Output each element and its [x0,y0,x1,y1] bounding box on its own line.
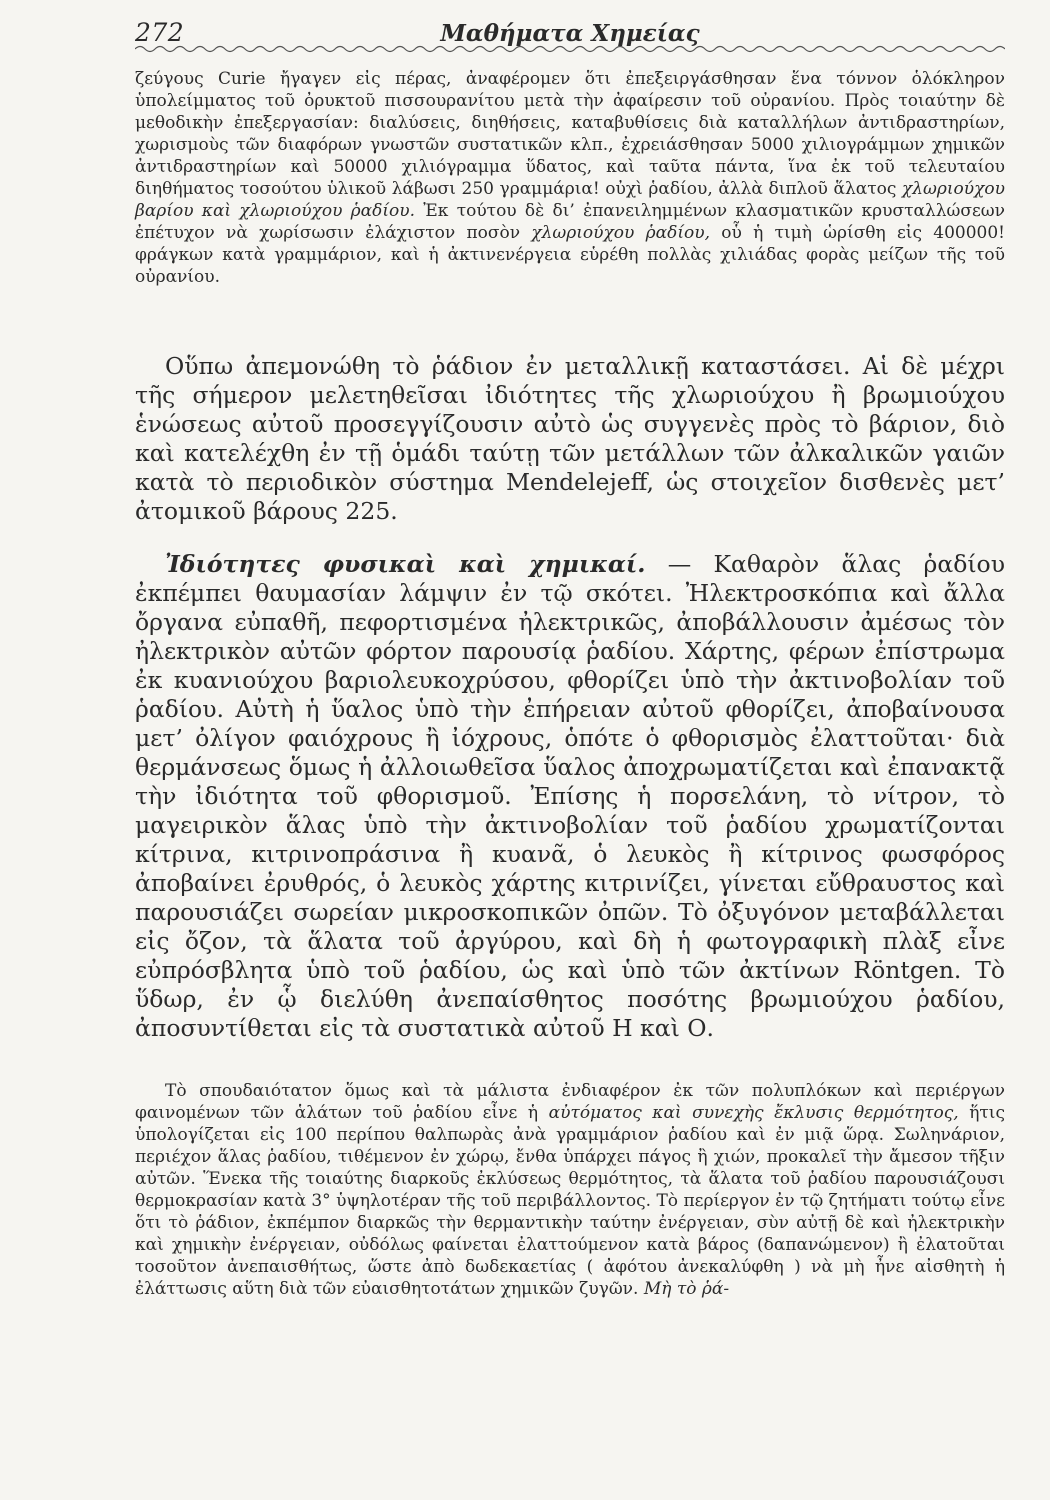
section-heading: Ἰδιότητες φυσικαὶ καὶ χημικαί. [165,550,646,578]
para1-text-a: ζεύγους Curie ἤγαγεν εἰς πέρας, ἀναφέρομεν ὅτι ἐπεξειργάσθησαν ἕνα τόννον ὁλόκληρον ὑπολείμματος τοῦ ὀρυκτοῦ πισσουρανίτου μετὰ τὴν ἀφαίρεσιν τοῦ οὐρανίου. Πρὸς τοιαύτην δὲ μεθοδικὴν ἐπεξεργασίαν: διαλύσεις, διηθήσεις, καταβυθίσεις διὰ καταλλήλων ἀντιδραστηρίων, χωρισμοὺς τῶν διαφόρων γνωστῶν συστατικῶν κλπ., ἐχρειάσθησαν 5000 χιλιογράμμων χημικῶν ἀντιδραστηρίων καὶ 50000 χιλιόγραμμα ὕδατος, καὶ ταῦτα πάντα, ἵνα ἐκ τοῦ τελευταίου διηθήματος τοσούτου ὑλικοῦ λάβωσι 250 γραμμάρια! οὐχὶ ῥαδίου, ἀλλὰ διπλοῦ ἅλατος [135,69,1005,199]
para4-text-a: Τὸ σπουδαιότατον ὅμως καὶ τὰ μάλιστα ἐνδιαφέρον ἐκ τῶν πολυπλόκων καὶ περιέργων φαινομένων τῶν ἁλάτων τοῦ ῥαδίου εἶνε ἡ [135,1081,1005,1123]
para4-text-b: ἥτις ὑπολογίζεται εἰς 100 περίπου θαλπωρὰς ἀνὰ γραμμάριον ῥαδίου καὶ ἐν μιᾷ ὥρᾳ. Σωληνάριον, περιέχον ἅλας ῥαδίου, τιθέμενον ἐν χώρῳ, ἔνθα ὑπάρχει πάγος ἢ χιών, προκαλεῖ τὴν ἄμεσον τῆξιν αὐτῶν. Ἕνεκα τῆς τοιαύτης διαρκοῦς ἐκλύσεως θερμότητος, τὰ ἅλατα τοῦ ῥαδίου παρουσιάζουσι θερμοκρασίαν κατὰ 3° ὑψηλοτέραν τῆς τοῦ περιβάλλοντος. Τὸ περίεργον ἐν τῷ ζητήματι τούτῳ εἶνε ὅτι τὸ ῥάδιον, ἐκπέμπον διαρκῶς τὴν θερμαντικὴν ταύτην ἐνέργειαν, σὺν αὐτῇ δὲ καὶ ἠλεκτρικὴν καὶ χημικὴν ἐνέργειαν, οὐδόλως φαίνεται ἐλαττούμενον κατὰ βάρος (δαπανώμενον) ἢ ἐλατοῦται τοσοῦτον ἀνεπαισθήτως, ὥστε ἀπὸ δωδεκαετίας ( ἀφότου ἀνεκαλύφθη ) νὰ μὴ ἦνε αἰσθητὴ ἡ ἐλάττωσις αὕτη διὰ τῶν εὐαισθητοτάτων χημικῶν ζυγῶν. [135,1103,1005,1299]
para1-italic-a: χλωριούχου βαρίου καὶ χλωριούχου ῥαδίου. [135,179,1005,221]
para4-italic-a: αὐτόματος καὶ συνεχὴς ἔκλυσις θερμότητος, [548,1103,959,1123]
running-title: Μαθήματα Χημείας [440,20,700,47]
paragraph-2 [135,352,1005,526]
para1-italic-b: χλωριούχου ῥαδίου, [531,223,710,243]
para3-text: — Καθαρὸν ἅλας ῥαδίου ἐκπέμπει θαυμασίαν λάμψιν ἐν τῷ σκότει. Ἠλεκτροσκόπια καὶ ἄλλα ὄργανα εὐπαθῆ, πεφορτισμένα ἠλεκτρικῶς, ἀποβάλλουσιν ἀμέσως τὸν ἠλεκτρικὸν αὐτῶν φόρτον παρουσίᾳ ῥαδίου. Χάρτης, φέρων ἐπίστρωμα ἐκ κυανιούχου βαριολευκοχρύσου, φθορίζει ὑπὸ τὴν ἀκτινοβολίαν τοῦ ῥαδίου. Αὐτὴ ἡ ὕαλος ὑπὸ τὴν ἐπήρειαν αὐτοῦ φθορίζει, ἀποβαίνουσα μετ’ ὀλίγον φαιόχρους ἢ ἰόχρους, ὁπότε ὁ φθορισμὸς ἐλαττοῦται· διὰ θερμάνσεως ὅμως ἡ ἀλλοιωθεῖσα ὕαλος ἀποχρωματίζεται καὶ ἐπανακτᾷ τὴν ἰδιότητα τοῦ φθορισμοῦ. Ἐπίσης ἡ πορσελάνη, τὸ νίτρον, τὸ μαγειρικὸν ἅλας ὑπὸ τὴν ἀκτινοβολίαν τοῦ ῥαδίου χρωματίζονται κίτρινα, κιτρινοπράσινα ἢ κυανᾶ, ὁ λευκὸς ἢ κίτρινος φωσφόρος ἀποβαίνει ἐρυθρός, ὁ λευκὸς χάρτης κιτρινίζει, γίνεται εὔθραυστος καὶ παρουσιάζει σωρείαν μικροσκοπικῶν ὀπῶν. Τὸ ὀξυγόνον μεταβάλλεται εἰς ὄζον, τὰ ἅλατα τοῦ ἀργύρου, καὶ δὴ ἡ φωτογραφικὴ πλὰξ εἶνε εὐπρόσβλητα ὑπὸ τοῦ ῥαδίου, ὡς καὶ ὑπὸ τῶν ἀκτίνων Röntgen. Τὸ ὕδωρ, ἐν ᾧ διελύθη ἀνεπαίσθητος ποσότης βρωμιούχου ῥαδίου, ἀποσυντίθεται εἰς τὰ συστατικὰ αὐτοῦ Η καὶ Ο. [135,550,1005,1042]
paragraph-1 [135,68,1005,288]
page-number: 272 [135,18,185,47]
para1-text-b: Ἐκ τούτου δὲ δι’ ἐπανειλημμένων κλασματικῶν κρυσταλλώσεων ἐπέτυχον νὰ χωρίσωσιν ἐλάχιστον ποσὸν [135,201,1005,243]
para4-italic-b: Μὴ τὸ ῥά- [643,1279,730,1299]
para2-text: Οὕπω ἀπεμονώθη τὸ ῥάδιον ἐν μεταλλικῇ καταστάσει. Αἱ δὲ μέχρι τῆς σήμερον μελετηθεῖσαι ἰδιότητες τῆς χλωριούχου ἢ βρωμιούχου ἑνώσεως αὐτοῦ προσεγγίζουσιν αὐτὸ ὡς συγγενὲς πρὸς τὸ βάριον, διὸ καὶ κατελέχθη ἐν τῇ ὁμάδι ταύτῃ τῶν μετάλλων τῶν ἀλκαλικῶν γαιῶν κατὰ τὸ περιοδικὸν σύστημα Mendelejeff, ὡς στοιχεῖον δισθενὲς μετ’ ἀτομικοῦ βάρους 225. [135,352,1005,525]
wavy-header-rule [135,42,1005,56]
paragraph-3 [135,550,1005,1043]
para1-text-c: οὗ ἡ τιμὴ ὡρίσθη εἰς 400000! φράγκων κατὰ γραμμάριον, καὶ ἡ ἀκτινενέργεια εὑρέθη πολλὰς χιλιάδας φορὰς μείζων τῆς τοῦ οὐρανίου. [135,223,1005,287]
paragraph-4 [135,1080,1005,1300]
